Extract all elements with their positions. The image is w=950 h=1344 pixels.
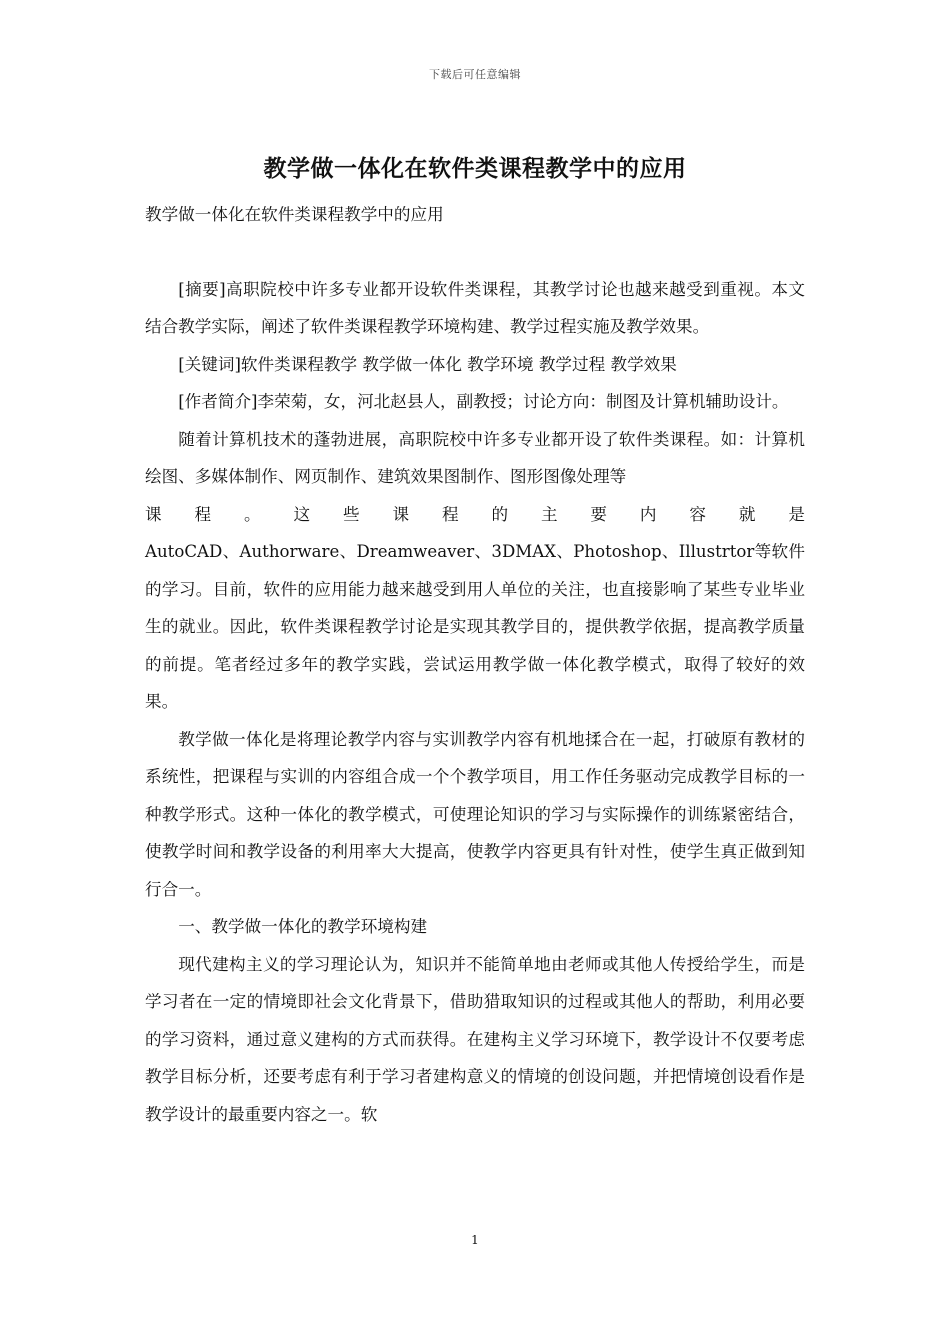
page-number: 1 (471, 1233, 479, 1247)
header-note: 下载后可任意编辑 (429, 68, 521, 81)
abstract-paragraph: [摘要]高职院校中许多专业都开设软件类课程，其教学讨论也越来越受到重视。本文结合教学实际，阐述了软件类课程教学环境构建、教学过程实施及教学效果。 (145, 279, 805, 336)
document-subtitle: 教学做一体化在软件类课程教学中的应用 (145, 205, 444, 224)
document-title: 教学做一体化在软件类课程教学中的应用 (263, 155, 687, 182)
intro-paragraph-spread-line: 课程。这些课程的主要内容就是 (145, 504, 805, 524)
intro-paragraph-continued: AutoCAD、Authorware、Dreamweaver、3DMAX、Photoshop、Illustrtor等软件的学习。目前，软件的应用能力越来越受到用人单位的关注，也直接影响了某些专业毕业生的就业。因此，软件类课程教学讨论是实现其教学目的，提供教学依据，提高教学质量的前提。笔者经过多年的教学实践，尝试运用教学做一体化教学模式，取得了较好的效果。 (145, 542, 805, 711)
keywords-paragraph: [关键词]软件类课程教学 教学做一体化 教学环境 教学过程 教学效果 (178, 354, 677, 374)
theory-paragraph: 现代建构主义的学习理论认为，知识并不能简单地由老师或其他人传授给学生，而是学习者在一定的情境即社会文化背景下，借助猎取知识的过程或其他人的帮助，利用必要的学习资料，通过意义建构的方式而获得。在建构主义学习环境下，教学设计不仅要考虑教学目标分析，还要考虑有利于学习者建构意义的情境的创设问题，并把情境创设看作是教学设计的最重要内容之一。软 (145, 954, 805, 1124)
author-bio-paragraph: [作者简介]李荣菊，女，河北赵县人，副教授；讨论方向：制图及计算机辅助设计。 (178, 392, 789, 411)
definition-paragraph: 教学做一体化是将理论教学内容与实训教学内容有机地揉合在一起，打破原有教材的系统性，把课程与实训的内容组合成一个个教学项目，用工作任务驱动完成教学目标的一种教学形式。这种一体化的教学模式，可使理论知识的学习与实际操作的训练紧密结合，使教学时间和教学设备的利用率大大提高，使教学内容更具有针对性，使学生真正做到知行合一。 (145, 729, 805, 899)
section-heading: 一、教学做一体化的教学环境构建 (178, 917, 428, 936)
intro-paragraph: 随着计算机技术的蓬勃进展，高职院校中许多专业都开设了软件类课程。如：计算机绘图、多媒体制作、网页制作、建筑效果图制作、图形图像处理等 (145, 429, 805, 486)
document-body (145, 196, 805, 1133)
